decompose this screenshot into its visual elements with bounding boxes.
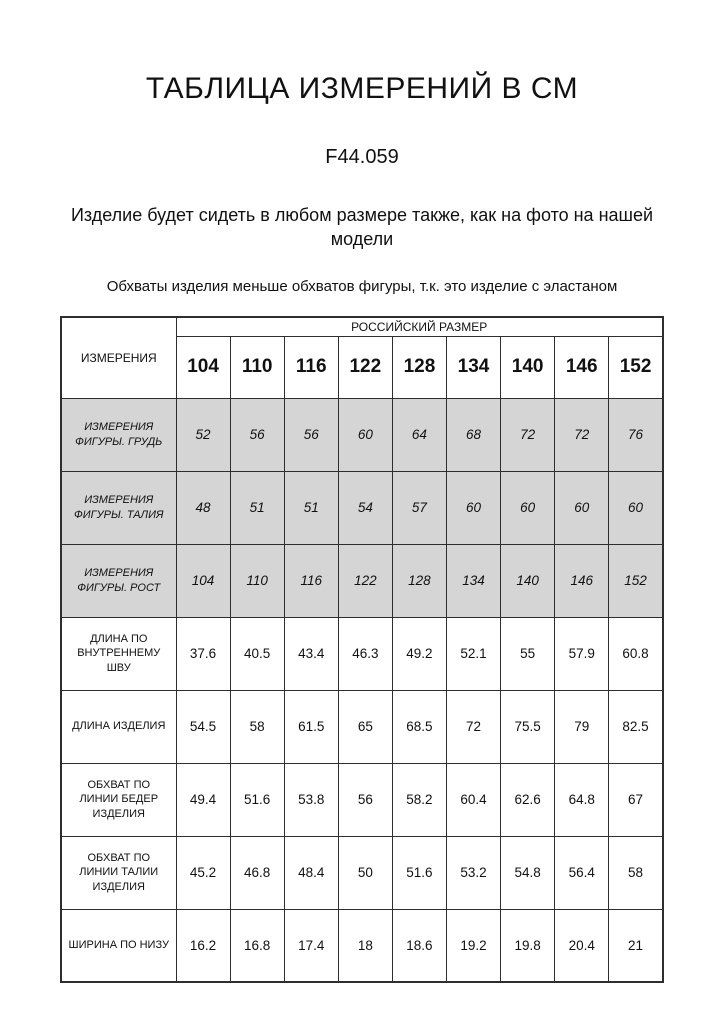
measurement-value: 72 [555, 398, 609, 471]
size-column-header: 122 [338, 336, 392, 398]
table-row [61, 836, 663, 909]
row-label: ДЛИНА ИЗДЕЛИЯ [61, 690, 176, 763]
measurement-value: 65 [338, 690, 392, 763]
size-column-header: 134 [446, 336, 500, 398]
measurement-value: 60.4 [446, 763, 500, 836]
measurement-value: 18.6 [392, 909, 446, 982]
measurement-value: 20.4 [555, 909, 609, 982]
measurement-value: 146 [555, 544, 609, 617]
product-code: F44.059 [325, 146, 399, 168]
measurement-value: 72 [446, 690, 500, 763]
measurement-value: 51 [230, 471, 284, 544]
measurement-value: 60 [609, 471, 663, 544]
row-label: ОБХВАТ ПО ЛИНИИ БЕДЕР ИЗДЕЛИЯ [61, 763, 176, 836]
measurement-value: 16.2 [176, 909, 230, 982]
measurement-value: 19.8 [501, 909, 555, 982]
measurement-value: 152 [609, 544, 663, 617]
measurement-value: 54.8 [501, 836, 555, 909]
measurement-value: 60 [338, 398, 392, 471]
measurement-value: 58.2 [392, 763, 446, 836]
measurement-value: 58 [609, 836, 663, 909]
size-group-header-row [61, 317, 663, 337]
size-column-header: 152 [609, 336, 663, 398]
measurement-value: 75.5 [501, 690, 555, 763]
measurement-value: 48.4 [284, 836, 338, 909]
row-label: ИЗМЕРЕНИЯ ФИГУРЫ. ГРУДЬ [61, 398, 176, 471]
measurement-value: 79 [555, 690, 609, 763]
measurement-value: 54.5 [176, 690, 230, 763]
row-label: ИЗМЕРЕНИЯ ФИГУРЫ. РОСТ [61, 544, 176, 617]
row-label: ДЛИНА ПО ВНУТРЕННЕМУ ШВУ [61, 617, 176, 690]
measurement-value: 51 [284, 471, 338, 544]
measurement-value: 104 [176, 544, 230, 617]
measurement-value: 140 [501, 544, 555, 617]
size-column-header: 116 [284, 336, 338, 398]
measurement-value: 49.2 [392, 617, 446, 690]
size-column-header: 128 [392, 336, 446, 398]
measurement-value: 46.8 [230, 836, 284, 909]
measurement-value: 49.4 [176, 763, 230, 836]
row-label: ИЗМЕРЕНИЯ ФИГУРЫ. ТАЛИЯ [61, 471, 176, 544]
measurement-value: 82.5 [609, 690, 663, 763]
measurements-column-header: ИЗМЕРЕНИЯ [61, 317, 176, 399]
elastane-note-text: Обхваты изделия меньше обхватов фигуры, т.к. это изделие с эластаном [106, 277, 618, 295]
row-label: ШИРИНА ПО НИЗУ [61, 909, 176, 982]
size-column-header: 140 [501, 336, 555, 398]
measurement-value: 128 [392, 544, 446, 617]
measurement-value: 64.8 [555, 763, 609, 836]
measurement-value: 48 [176, 471, 230, 544]
measurement-value: 19.2 [446, 909, 500, 982]
page-title: ТАБЛИЦА ИЗМЕРЕНИЙ В СМ [145, 72, 579, 105]
measurement-value: 110 [230, 544, 284, 617]
table-row [61, 471, 663, 544]
measurement-value: 52.1 [446, 617, 500, 690]
measurement-value: 21 [609, 909, 663, 982]
measurement-value: 72 [501, 398, 555, 471]
measurement-value: 56.4 [555, 836, 609, 909]
measurement-value: 55 [501, 617, 555, 690]
measurement-value: 53.8 [284, 763, 338, 836]
measurement-value: 64 [392, 398, 446, 471]
table-row [61, 617, 663, 690]
measurement-value: 52 [176, 398, 230, 471]
measurement-value: 17.4 [284, 909, 338, 982]
measurement-value: 60 [446, 471, 500, 544]
measurement-value: 61.5 [284, 690, 338, 763]
table-row [61, 690, 663, 763]
size-column-header: 110 [230, 336, 284, 398]
measurement-value: 45.2 [176, 836, 230, 909]
measurement-value: 134 [446, 544, 500, 617]
table-row [61, 398, 663, 471]
measurement-value: 60 [501, 471, 555, 544]
measurement-value: 62.6 [501, 763, 555, 836]
table-row [61, 763, 663, 836]
measurement-value: 56 [230, 398, 284, 471]
measurement-value: 54 [338, 471, 392, 544]
measurement-value: 56 [338, 763, 392, 836]
size-column-header: 104 [176, 336, 230, 398]
row-label: ОБХВАТ ПО ЛИНИИ ТАЛИИ ИЗДЕЛИЯ [61, 836, 176, 909]
measurement-value: 76 [609, 398, 663, 471]
measurement-value: 53.2 [446, 836, 500, 909]
measurement-value: 40.5 [230, 617, 284, 690]
measurement-value: 37.6 [176, 617, 230, 690]
measurement-value: 56 [284, 398, 338, 471]
measurement-value: 68 [446, 398, 500, 471]
measurement-value: 16.8 [230, 909, 284, 982]
russian-size-header: РОССИЙСКИЙ РАЗМЕР [176, 317, 663, 337]
size-column-header: 146 [555, 336, 609, 398]
measurement-value: 67 [609, 763, 663, 836]
measurements-table-body [61, 398, 663, 982]
measurements-table [60, 316, 664, 984]
measurement-value: 43.4 [284, 617, 338, 690]
table-row [61, 544, 663, 617]
measurement-value: 51.6 [392, 836, 446, 909]
measurement-value: 58 [230, 690, 284, 763]
table-row [61, 909, 663, 982]
measurement-value: 122 [338, 544, 392, 617]
measurement-value: 46.3 [338, 617, 392, 690]
measurement-value: 50 [338, 836, 392, 909]
measurement-value: 57 [392, 471, 446, 544]
measurement-value: 68.5 [392, 690, 446, 763]
measurement-value: 116 [284, 544, 338, 617]
measurement-value: 51.6 [230, 763, 284, 836]
measurement-value: 18 [338, 909, 392, 982]
measurement-value: 60.8 [609, 617, 663, 690]
measurement-value: 57.9 [555, 617, 609, 690]
measurement-value: 60 [555, 471, 609, 544]
fit-note-text: Изделие будет сидеть в любом размере также, как на фото на нашей модели [70, 205, 654, 250]
